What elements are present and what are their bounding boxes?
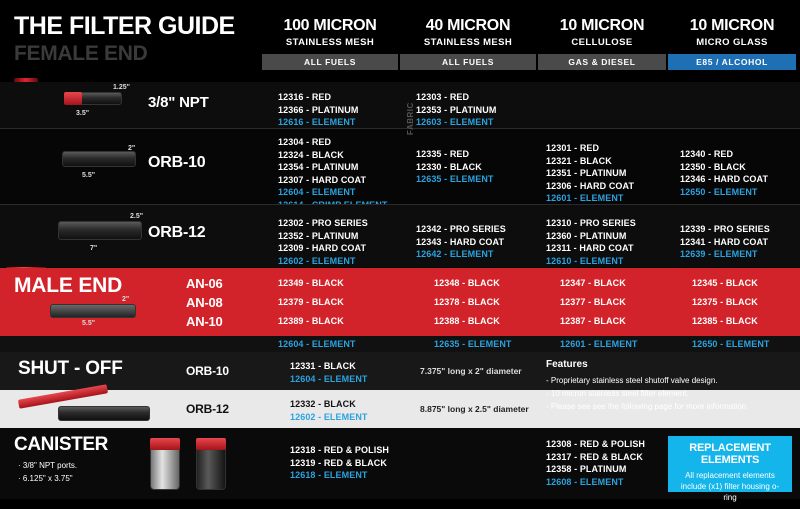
feature-item-1: - Proprietary stainless steel shutoff valve design. bbox=[546, 376, 718, 385]
badge-gas-diesel: GAS & DIESEL bbox=[538, 54, 666, 70]
shutoff-title: SHUT - OFF bbox=[18, 358, 123, 379]
cell-orb10-10micron-microglass: 12340 - RED 12350 - BLACK 12346 - HARD COAT 12650 - ELEMENT bbox=[680, 149, 769, 197]
filter-end-red bbox=[64, 92, 82, 105]
cell-an10-10micron-microglass: 12385 - BLACK bbox=[692, 316, 758, 326]
row-label-an08: AN-08 bbox=[186, 295, 223, 310]
column-header-10-micron-microglass: 10 MICRON MICRO GLASS E85 / ALCOHOL bbox=[668, 18, 796, 70]
cell-an06-10micron-microglass: 12345 - BLACK bbox=[692, 278, 758, 288]
row-label-an10: AN-10 bbox=[186, 314, 223, 329]
cell-shutoff-orb10-part: 12331 - BLACK 12604 - ELEMENT bbox=[290, 361, 368, 384]
cell-orb10-100micron: 12304 - RED 12324 - BLACK 12354 - PLATINUM 12307 - HARD COAT 12604 - ELEMENT bbox=[278, 137, 367, 197]
cell-orb12-40micron: 12342 - PRO SERIES 12343 - HARD COAT 12642 - ELEMENT bbox=[416, 224, 506, 259]
row-label-38npt: 3/8" NPT bbox=[148, 94, 209, 111]
badge-all-fuels-100: ALL FUELS bbox=[262, 54, 398, 70]
features-block bbox=[546, 358, 796, 413]
row-female-orb10 bbox=[0, 129, 800, 204]
column-header-100-micron: 100 MICRON STAINLESS MESH ALL FUELS bbox=[262, 18, 398, 70]
canister-note-1: · 3/8" NPT ports. bbox=[18, 461, 78, 470]
male-end-elements-row bbox=[0, 336, 800, 352]
cell-an06-10micron-cellulose: 12347 - BLACK bbox=[560, 278, 626, 288]
filter-image-male-end bbox=[50, 304, 136, 318]
cell-orb12-10micron-cellulose: 12310 - PRO SERIES 12360 - PLATINUM 12311 - HARD COAT 12610 - ELEMENT bbox=[546, 218, 636, 266]
cell-orb10-40micron: 12335 - RED 12330 - BLACK 12635 - ELEMENT bbox=[416, 149, 494, 184]
element-male-100micron: 12604 - ELEMENT bbox=[278, 339, 356, 349]
cell-38npt-40micron: 12303 - RED 12353 - PLATINUM 12603 - ELEMENT bbox=[416, 92, 497, 127]
cell-shutoff-orb12-part: 12332 - BLACK 12602 - ELEMENT bbox=[290, 399, 368, 422]
shutoff-orb12-desc: 8.875" long x 2.5" diameter bbox=[420, 404, 529, 414]
canister-polish-cap bbox=[150, 438, 180, 450]
cell-canister-10micron-cellulose: 12308 - RED & POLISH 12317 - RED & BLACK 12358 - PLATINUM 12608 - ELEMENT bbox=[546, 439, 646, 487]
column-header-40-micron: 40 MICRON STAINLESS MESH ALL FUELS bbox=[400, 18, 536, 70]
cell-an10-100micron: 12389 - BLACK bbox=[278, 316, 344, 326]
cell-orb12-10micron-microglass: 12339 - PRO SERIES 12341 - HARD COAT 12639 - ELEMENT bbox=[680, 224, 770, 259]
dim-height-38npt: 1.25" bbox=[113, 84, 130, 91]
cell-an06-40micron: 12348 - BLACK bbox=[434, 278, 500, 288]
canister-note-2: · 6.125" x 3.75" bbox=[18, 474, 73, 483]
cell-an10-10micron-cellulose: 12387 - BLACK bbox=[560, 316, 626, 326]
column-header-10-micron-cellulose: 10 MICRON CELLULOSE GAS & DIESEL bbox=[538, 18, 666, 70]
female-end-title: FEMALE END bbox=[14, 42, 148, 65]
dim-height-orb12: 2.5" bbox=[130, 213, 144, 220]
feature-item-3: - Please see see the following page for more information bbox=[546, 402, 747, 411]
shutoff-orb10-desc: 7.375" long x 2" diameter bbox=[420, 366, 522, 376]
replacement-elements-panel bbox=[668, 436, 792, 502]
filter-image-orb10 bbox=[62, 151, 136, 167]
cell-an08-40micron: 12378 - BLACK bbox=[434, 297, 500, 307]
cell-38npt-100micron: 12316 - RED 12366 - PLATINUM 12616 - ELEMENT bbox=[278, 92, 359, 127]
dim-length-orb10: 5.5" bbox=[82, 172, 96, 179]
row-label-orb12: ORB-12 bbox=[148, 224, 206, 241]
cell-an08-10micron-cellulose: 12377 - BLACK bbox=[560, 297, 626, 307]
dim-height-male: 2" bbox=[122, 296, 130, 303]
element-male-10micron-cellulose: 12601 - ELEMENT bbox=[560, 339, 638, 349]
page-title: THE FILTER GUIDE bbox=[14, 12, 235, 40]
feature-item-2: - 10 micron stainless steel filter element. bbox=[546, 389, 689, 398]
cell-orb10-10micron-cellulose: 12301 - RED 12321 - BLACK 12351 - PLATINUM 12306 - HARD COAT 12601 - ELEMENT bbox=[546, 143, 635, 203]
canister-black-cap bbox=[196, 438, 226, 450]
header bbox=[0, 0, 800, 80]
row-label-an06: AN-06 bbox=[186, 276, 223, 291]
row-female-38npt bbox=[0, 82, 800, 128]
replacement-elements-title: REPLACEMENT ELEMENTS bbox=[689, 442, 771, 466]
dim-length-orb12: 7" bbox=[90, 245, 98, 252]
cell-an08-100micron: 12379 - BLACK bbox=[278, 297, 344, 307]
dim-height-orb10: 2" bbox=[128, 145, 136, 152]
cell-canister-100micron: 12318 - RED & POLISH 12319 - RED & BLACK 12618 - ELEMENT bbox=[290, 445, 390, 480]
row-female-orb12 bbox=[0, 205, 800, 267]
replacement-elements-text: All replacement elements include (x1) filter housing o-ring bbox=[680, 471, 780, 502]
cell-orb12-100micron: 12302 - PRO SERIES 12352 - PLATINUM 12309 - HARD COAT 12602 - ELEMENT bbox=[278, 218, 368, 266]
features-title: Features bbox=[546, 359, 588, 370]
row-label-orb10: ORB-10 bbox=[148, 154, 206, 171]
canister-title: CANISTER bbox=[14, 434, 108, 455]
filter-image-orb12 bbox=[58, 221, 142, 240]
canister-black-image bbox=[196, 446, 226, 490]
dim-length-male: 5.5" bbox=[82, 320, 96, 327]
dim-length-38npt: 3.5" bbox=[76, 110, 90, 117]
section-male-end bbox=[0, 268, 800, 336]
element-male-10micron-microglass: 12650 - ELEMENT bbox=[692, 339, 770, 349]
cell-an06-100micron: 12349 - BLACK bbox=[278, 278, 344, 288]
row-label-shutoff-orb12: ORB-12 bbox=[186, 402, 229, 416]
badge-all-fuels-40: ALL FUELS bbox=[400, 54, 536, 70]
cell-an08-10micron-microglass: 12375 - BLACK bbox=[692, 297, 758, 307]
male-end-title: MALE END bbox=[14, 274, 123, 297]
element-male-40micron: 12635 - ELEMENT bbox=[434, 339, 512, 349]
row-label-shutoff-orb10: ORB-10 bbox=[186, 364, 229, 378]
canister-polish-image bbox=[150, 446, 180, 490]
section-canister bbox=[0, 428, 800, 502]
fabric-label: FABRIC bbox=[406, 102, 415, 135]
cell-an10-40micron: 12388 - BLACK bbox=[434, 316, 500, 326]
badge-e85-alcohol: E85 / ALCOHOL bbox=[668, 54, 796, 70]
shutoff-body-image bbox=[58, 406, 150, 421]
